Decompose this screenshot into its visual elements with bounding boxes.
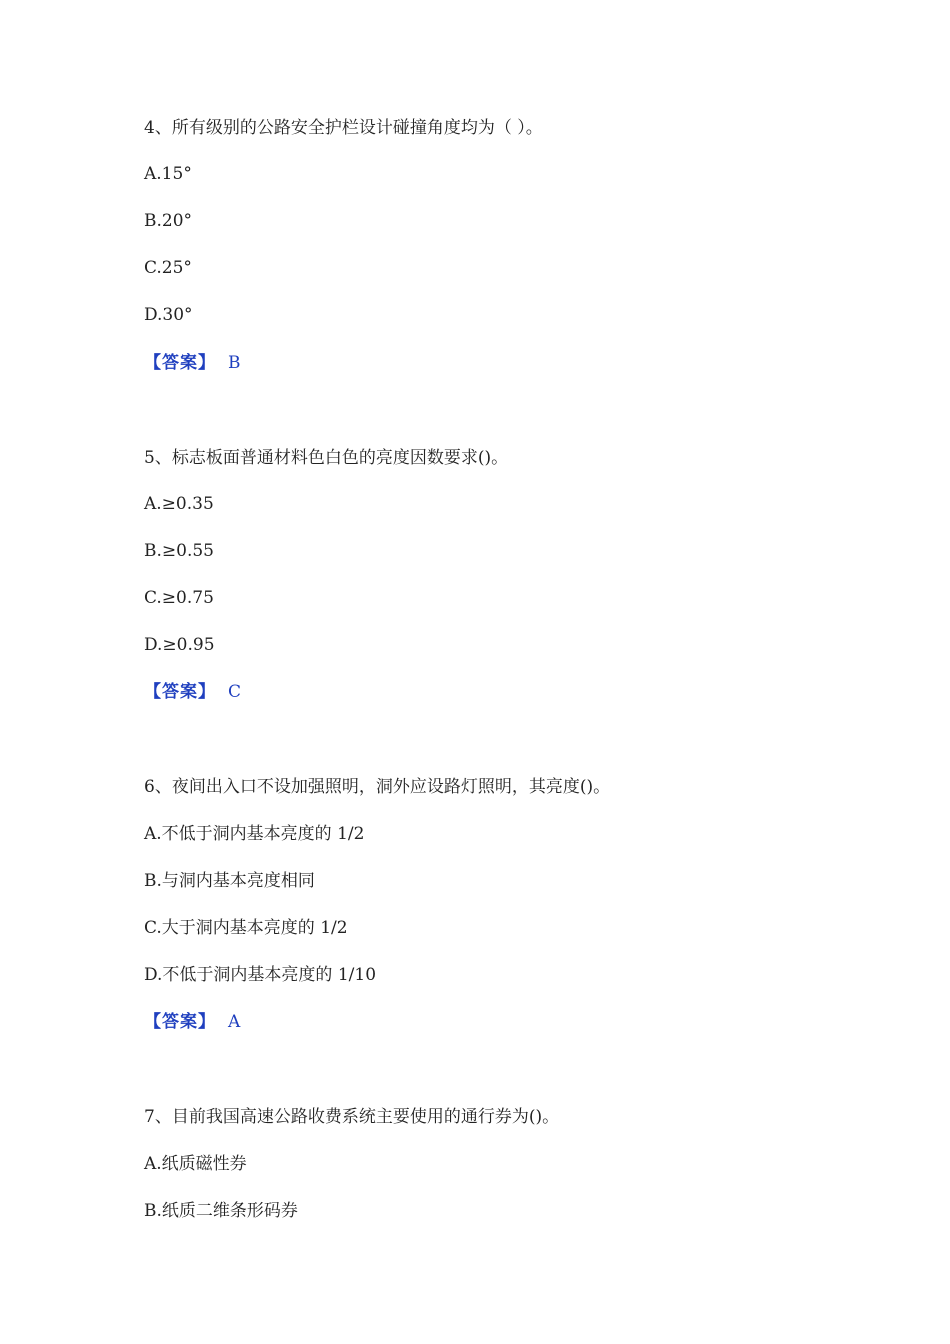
question-6-option-b: B.与洞内基本亮度相同 <box>144 871 315 891</box>
answer-value: A <box>228 1012 241 1032</box>
answer-value: B <box>228 353 241 373</box>
question-6-option-d: D.不低于洞内基本亮度的 1/10 <box>144 965 377 985</box>
question-6-option-a: A.不低于洞内基本亮度的 1/2 <box>144 824 365 844</box>
question-4-option-c: C.25° <box>144 258 192 278</box>
question-7-option-a: A.纸质磁性券 <box>144 1154 247 1174</box>
question-7-option-b: B.纸质二维条形码券 <box>144 1201 298 1221</box>
question-7-stem: 7、目前我国高速公路收费系统主要使用的通行券为()。 <box>144 1107 560 1127</box>
answer-label: 【答案】 <box>144 682 216 702</box>
question-4-stem: 4、所有级别的公路安全护栏设计碰撞角度均为（ ）。 <box>144 118 543 138</box>
question-6-stem: 6、夜间出入口不设加强照明，洞外应设路灯照明，其亮度()。 <box>144 777 611 797</box>
question-5-option-a: A.≥0.35 <box>144 494 214 514</box>
question-5-stem: 5、标志板面普通材料色白色的亮度因数要求()。 <box>144 448 509 468</box>
question-6-answer <box>144 1011 240 1033</box>
question-4-answer <box>144 352 241 374</box>
question-5-option-d: D.≥0.95 <box>144 635 215 655</box>
question-6-option-c: C.大于洞内基本亮度的 1/2 <box>144 918 348 938</box>
answer-label: 【答案】 <box>144 1012 216 1032</box>
question-5-answer <box>144 681 241 703</box>
answer-label: 【答案】 <box>144 353 216 373</box>
answer-value: C <box>228 682 242 702</box>
question-5-option-c: C.≥0.75 <box>144 588 214 608</box>
question-4-option-a: A.15° <box>144 164 192 184</box>
question-4-option-b: B.20° <box>144 211 193 231</box>
question-5-option-b: B.≥0.55 <box>144 541 214 561</box>
question-4-option-d: D.30° <box>144 305 193 325</box>
